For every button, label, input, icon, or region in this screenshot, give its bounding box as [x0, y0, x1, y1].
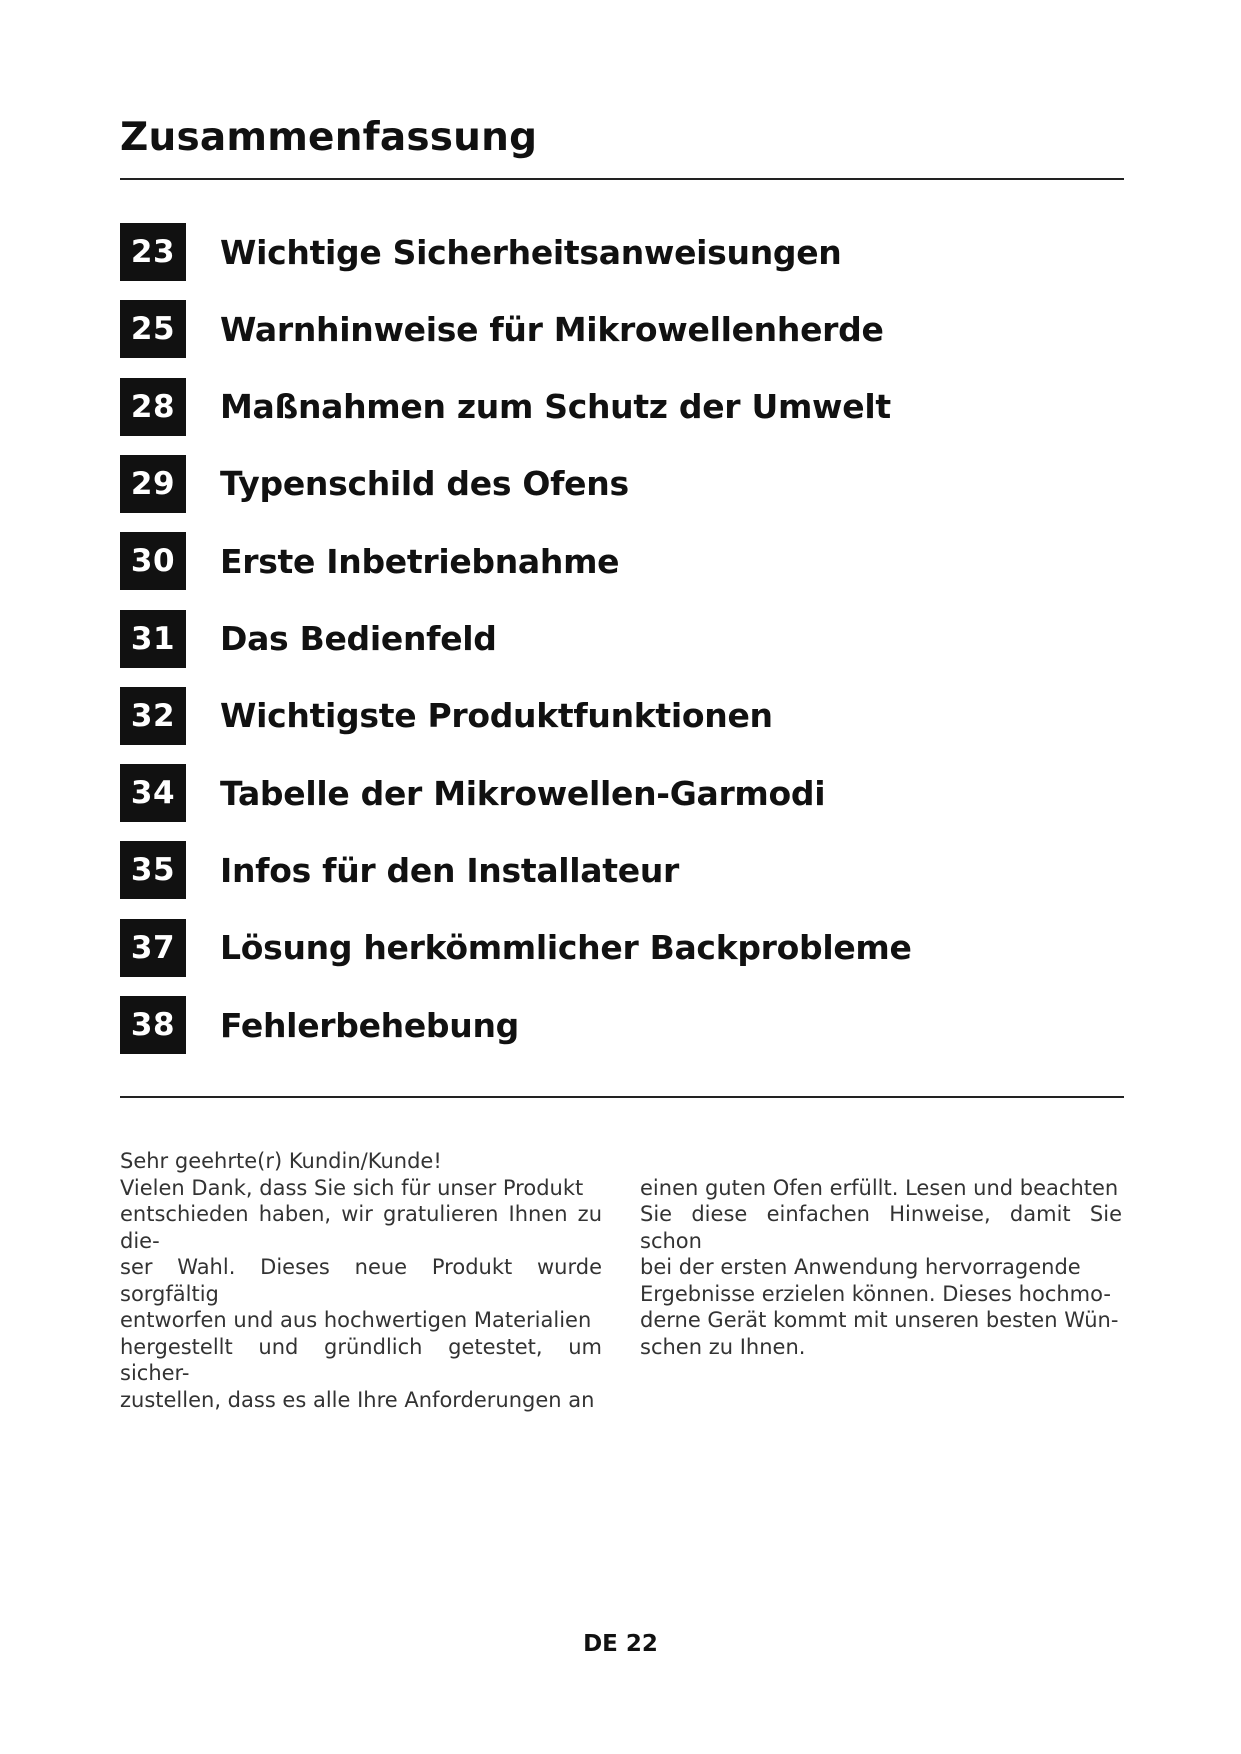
- intro-line: entschieden haben, wir gratulieren Ihnen zu die-: [120, 1202, 602, 1253]
- intro-greeting: Sehr geehrte(r) Kundin/Kunde!: [120, 1149, 442, 1173]
- toc-label: Lösung herkömmlicher Backprobleme: [220, 928, 912, 968]
- toc-item[interactable]: [120, 919, 912, 977]
- toc-label: Infos für den Installateur: [220, 850, 680, 890]
- toc-page-number: 35: [120, 841, 186, 899]
- intro-line: Ergebnisse erzielen können. Dieses hochmo-: [640, 1281, 1111, 1306]
- toc-label: Wichtigste Produktfunktionen: [220, 696, 773, 736]
- toc-page-number: 28: [120, 378, 186, 436]
- toc-page-number: 25: [120, 300, 186, 358]
- section-divider: [120, 1096, 1124, 1098]
- page-number: DE 22: [583, 1631, 658, 1657]
- intro-line: zustellen, dass es alle Ihre Anforderungen an: [120, 1387, 595, 1412]
- toc-page-number: 38: [120, 996, 186, 1054]
- intro-line: hergestellt und gründlich getestet, um sicher-: [120, 1334, 602, 1385]
- toc-label: Typenschild des Ofens: [220, 464, 629, 504]
- intro-line: einen guten Ofen erfüllt. Lesen und beachten: [640, 1175, 1119, 1200]
- toc-item[interactable]: [120, 687, 773, 745]
- intro-right-column: [640, 1175, 1122, 1361]
- title-divider: [120, 178, 1124, 180]
- intro-line: bei der ersten Anwendung hervorragende: [640, 1255, 1081, 1279]
- toc-label: Tabelle der Mikrowellen-Garmodi: [220, 773, 826, 813]
- toc-item[interactable]: [120, 455, 629, 513]
- toc-item[interactable]: [120, 764, 825, 822]
- toc-label: Fehlerbehebung: [220, 1005, 519, 1045]
- toc-item[interactable]: [120, 532, 619, 590]
- toc-label: Erste Inbetriebnahme: [220, 541, 620, 581]
- intro-line: ser Wahl. Dieses neue Produkt wurde sorgfältig: [120, 1255, 602, 1306]
- toc-label: Wichtige Sicherheitsanweisungen: [220, 232, 842, 272]
- intro-line: derne Gerät kommt mit unseren besten Wün-: [640, 1308, 1119, 1332]
- toc-page-number: 32: [120, 687, 186, 745]
- intro-left-column: [120, 1148, 602, 1413]
- toc-label: Maßnahmen zum Schutz der Umwelt: [220, 387, 891, 427]
- page-title: Zusammenfassung: [120, 115, 538, 160]
- toc-label: Warnhinweise für Mikrowellenherde: [220, 309, 884, 349]
- toc-item[interactable]: [120, 996, 519, 1054]
- toc-page-number: 29: [120, 455, 186, 513]
- toc-item[interactable]: [120, 300, 884, 358]
- intro-line: schen zu Ihnen.: [640, 1334, 806, 1359]
- toc-page-number: 37: [120, 919, 186, 977]
- toc-page-number: 31: [120, 610, 186, 668]
- intro-line: Vielen Dank, dass Sie sich für unser Produkt: [120, 1175, 584, 1200]
- toc-item[interactable]: [120, 223, 842, 281]
- intro-line: entworfen und aus hochwertigen Materialien: [120, 1308, 592, 1332]
- intro-line: Sie diese einfachen Hinweise, damit Sie schon: [640, 1202, 1122, 1253]
- toc-page-number: 23: [120, 223, 186, 281]
- toc-label: Das Bedienfeld: [220, 619, 497, 658]
- toc-item[interactable]: [120, 378, 891, 436]
- toc-item[interactable]: [120, 610, 497, 668]
- toc-item[interactable]: [120, 841, 679, 899]
- toc-page-number: 34: [120, 764, 186, 822]
- toc-page-number: 30: [120, 532, 186, 590]
